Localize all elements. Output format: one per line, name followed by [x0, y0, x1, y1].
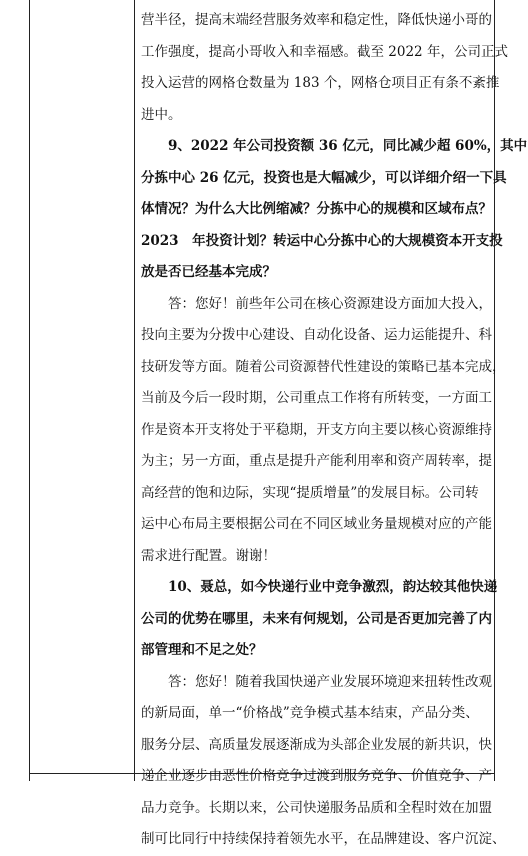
text-line: 技研发等方面。随着公司资源替代性建设的策略已基本完成， — [141, 358, 506, 375]
text-line: 递企业逐步由恶性价格竞争过渡到服务竞争、价值竞争、产 — [141, 768, 492, 784]
text-line: 投向主要为分拨中心建设、自动化设备、运力运能提升、科 — [141, 327, 492, 343]
qa-content-cell — [141, 5, 528, 856]
text-line: 的新局面，单一“价格战”竞争模式基本结束，产品分类、 — [141, 705, 479, 721]
answer-9 — [141, 289, 506, 573]
text-line: 服务分层、高质量发展逐渐成为头部企业发展的新共识，快 — [141, 736, 492, 753]
question-10 — [141, 572, 498, 667]
text-line: 需求进行配置。谢谢！ — [141, 547, 276, 564]
answer-10 — [141, 667, 506, 856]
text-line: 答：您好！随着我国快递产业发展环境迎来扭转性改观 — [141, 673, 492, 690]
text-line: 作是资本开支将处于平稳期，开支方向主要以核心资源维持 — [141, 421, 492, 438]
text-line: 品力竞争。长期以来，公司快递服务品质和全程时效在加盟 — [141, 799, 492, 816]
text-line: 工作强度，提高小哥收入和幸福感。截至 2022 年，公司正式 — [141, 43, 508, 60]
text-line: 当前及今后一段时期，公司重点工作将有所转变，一方面工 — [141, 390, 492, 406]
text-line: 进中。 — [141, 106, 182, 123]
text-line: 为主；另一方面，重点是提升产能利用率和资产周转率，提 — [141, 453, 492, 469]
text-line: 2023 年投资计划？转运中心分拣中心的大规模资本开支投 — [141, 232, 503, 249]
text-line: 10、聂总，如今快递行业中竞争激烈，韵达较其他快递 — [141, 579, 498, 595]
question-9 — [141, 131, 528, 289]
text-line: 放是否已经基本完成？ — [141, 264, 276, 280]
text-line: 公司的优势在哪里，未来有何规划，公司是否更加完善了内 — [141, 610, 492, 627]
text-line: 部管理和不足之处？ — [141, 642, 263, 658]
text-line: 投入运营的网格仓数量为 183 个，网格仓项目正有条不紊推 — [141, 75, 500, 91]
text-line: 体情况？为什么大比例缩减？分拣中心的规模和区域布点？ — [141, 201, 492, 217]
text-line: 9、2022 年公司投资额 36 亿元，同比减少超 60%，其中 — [141, 138, 528, 154]
column-divider — [134, 0, 135, 781]
text-line: 分拣中心 26 亿元，投资也是大幅减少，可以详细介绍一下具 — [141, 169, 507, 186]
answer-continuation — [141, 5, 508, 131]
text-line: 运中心布局主要根据公司在不同区域业务量规模对应的产能 — [141, 516, 492, 532]
text-line: 高经营的饱和边际，实现“提质增量”的发展目标。公司转 — [141, 484, 479, 501]
text-line: 制可比同行中持续保持着领先水平，在品牌建设、客户沉淀、 — [141, 831, 506, 847]
text-line: 答：您好！前些年公司在核心资源建设方面加大投入， — [141, 295, 492, 312]
text-line: 营半径，提高末端经营服务效率和稳定性，降低快递小哥的 — [141, 12, 492, 28]
